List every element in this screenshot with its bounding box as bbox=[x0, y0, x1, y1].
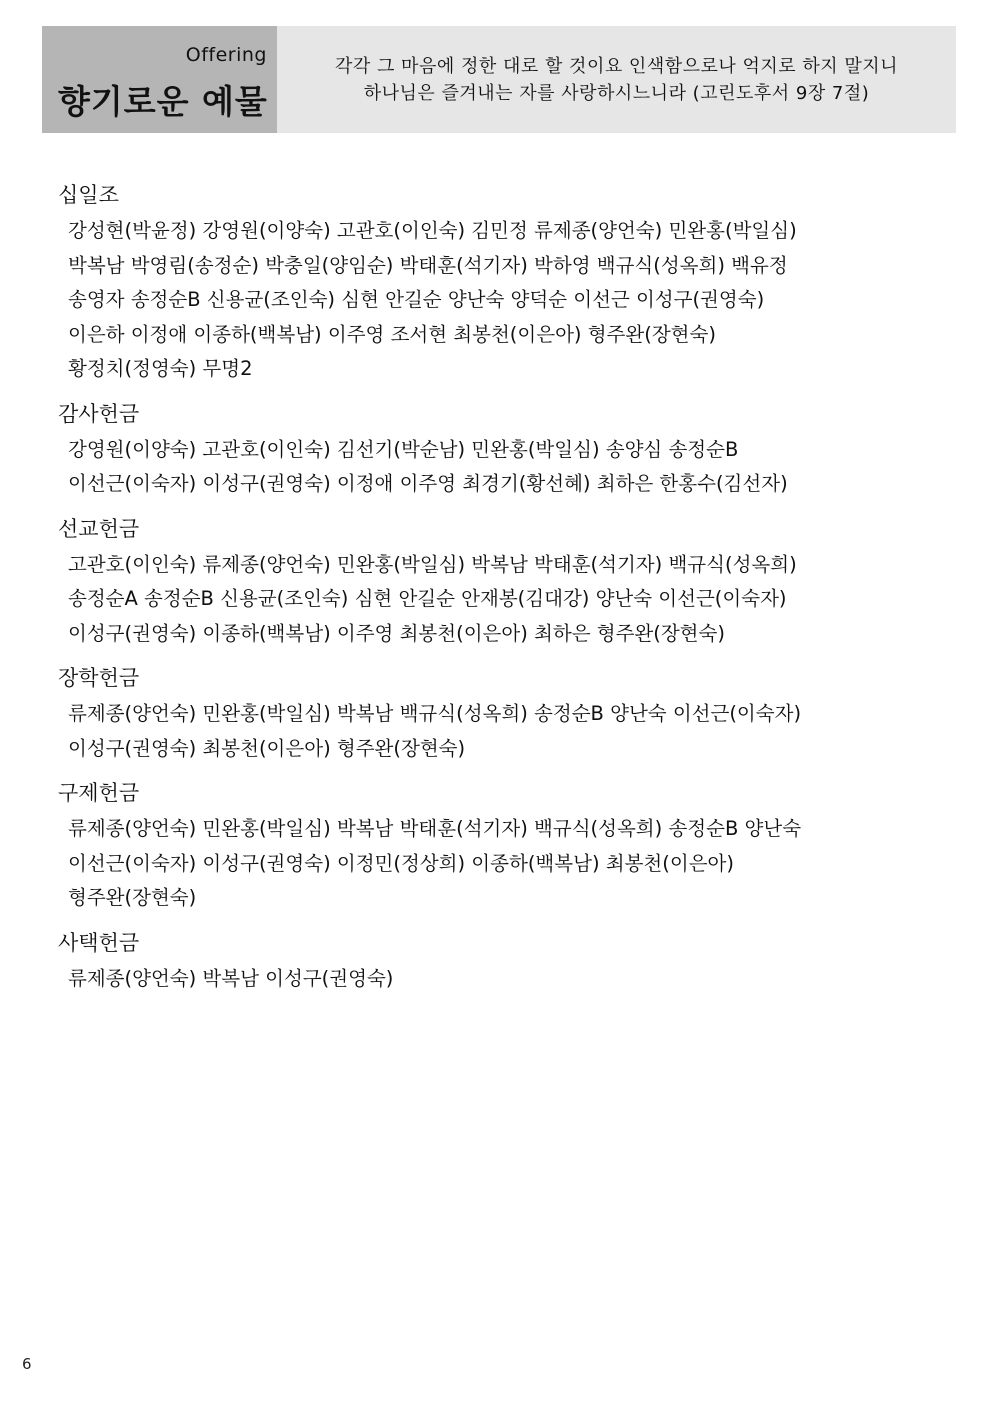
section-scholarship bbox=[58, 663, 938, 766]
section-title: 감사헌금 bbox=[58, 401, 140, 426]
name-line: 고관호(이인숙) 류제종(양언숙) 민완홍(박일심) 박복남 박태훈(석기자) 백규식(성옥희) bbox=[68, 552, 797, 576]
name-line: 이성구(권영숙) 이종하(백복남) 이주영 최봉천(이은아) 최하은 형주완(장현숙) bbox=[68, 621, 725, 645]
section-relief bbox=[58, 778, 938, 916]
offering-list bbox=[58, 180, 938, 1008]
name-line: 송영자 송정순B 신용균(조인숙) 심현 안길순 양난숙 양덕순 이선근 이성구(권영숙) bbox=[68, 288, 765, 311]
name-line: 박복남 박영림(송정순) 박충일(양임순) 박태훈(석기자) 박하영 백규식(성옥희) 백유정 bbox=[68, 253, 788, 277]
name-line: 송정순A 송정순B 신용균(조인숙) 심현 안길순 안재봉(김대강) 양난숙 이선근(이숙자) bbox=[68, 587, 787, 610]
name-line: 이선근(이숙자) 이성구(권영숙) 이정민(정상희) 이종하(백복남) 최봉천(이은아) bbox=[68, 851, 734, 875]
section-title: 십일조 bbox=[58, 183, 119, 207]
name-list bbox=[58, 214, 938, 387]
name-line: 류제종(양언숙) 박복남 이성구(권영숙) bbox=[68, 966, 394, 990]
title-block bbox=[42, 26, 277, 133]
name-line: 강성현(박윤정) 강영원(이양숙) 고관호(이인숙) 김민정 류제종(양언숙) 민완홍(박일심) bbox=[68, 219, 797, 242]
name-list bbox=[58, 962, 938, 997]
section-title: 구제헌금 bbox=[58, 781, 140, 805]
name-line: 류제종(양언숙) 민완홍(박일심) 박복남 백규식(성옥희) 송정순B 양난숙 이선근(이숙자) bbox=[68, 702, 802, 725]
name-line: 강영원(이양숙) 고관호(이인숙) 김선기(박순남) 민완홍(박일심) 송양심 송정순B bbox=[68, 437, 739, 461]
name-line: 이성구(권영숙) 최봉천(이은아) 형주완(장현숙) bbox=[68, 736, 466, 760]
section-tithe bbox=[58, 180, 938, 387]
name-list bbox=[58, 548, 938, 652]
section-mission bbox=[58, 514, 938, 652]
name-list bbox=[58, 812, 938, 916]
page-number: 6 bbox=[22, 1355, 32, 1373]
name-line: 형주완(장현숙) bbox=[68, 886, 197, 909]
name-line: 이선근(이숙자) 이성구(권영숙) 이정애 이주영 최경기(황선혜) 최하은 한홍수(김선자) bbox=[68, 472, 788, 495]
title-korean: 향기로운 예물 bbox=[58, 82, 268, 121]
section-thanksgiving bbox=[58, 399, 938, 502]
name-line: 황정치(정영숙) 무명2 bbox=[68, 357, 253, 380]
name-line: 이은하 이정애 이종하(백복남) 이주영 조서현 최봉천(이은아) 형주완(장현숙) bbox=[68, 322, 716, 346]
section-title: 장학헌금 bbox=[58, 666, 140, 690]
name-list bbox=[58, 697, 938, 766]
name-list bbox=[58, 433, 938, 502]
verse-line-1: 각각 그 마음에 정한 대로 할 것이요 인색함으로나 억지로 하지 말지니 bbox=[334, 55, 899, 77]
name-line: 류제종(양언숙) 민완홍(박일심) 박복남 박태훈(석기자) 백규식(성옥희) 송정순B 양난숙 bbox=[68, 817, 802, 840]
offering-header bbox=[42, 26, 956, 133]
section-title: 선교헌금 bbox=[58, 516, 140, 541]
section-title: 사택헌금 bbox=[58, 930, 140, 955]
verse-line-2: 하나님은 즐겨내는 자를 사랑하시느니라 (고린도후서 9장 7절) bbox=[363, 82, 870, 104]
bible-verse bbox=[277, 26, 956, 133]
title-english: Offering bbox=[185, 44, 267, 66]
section-parsonage bbox=[58, 928, 938, 997]
